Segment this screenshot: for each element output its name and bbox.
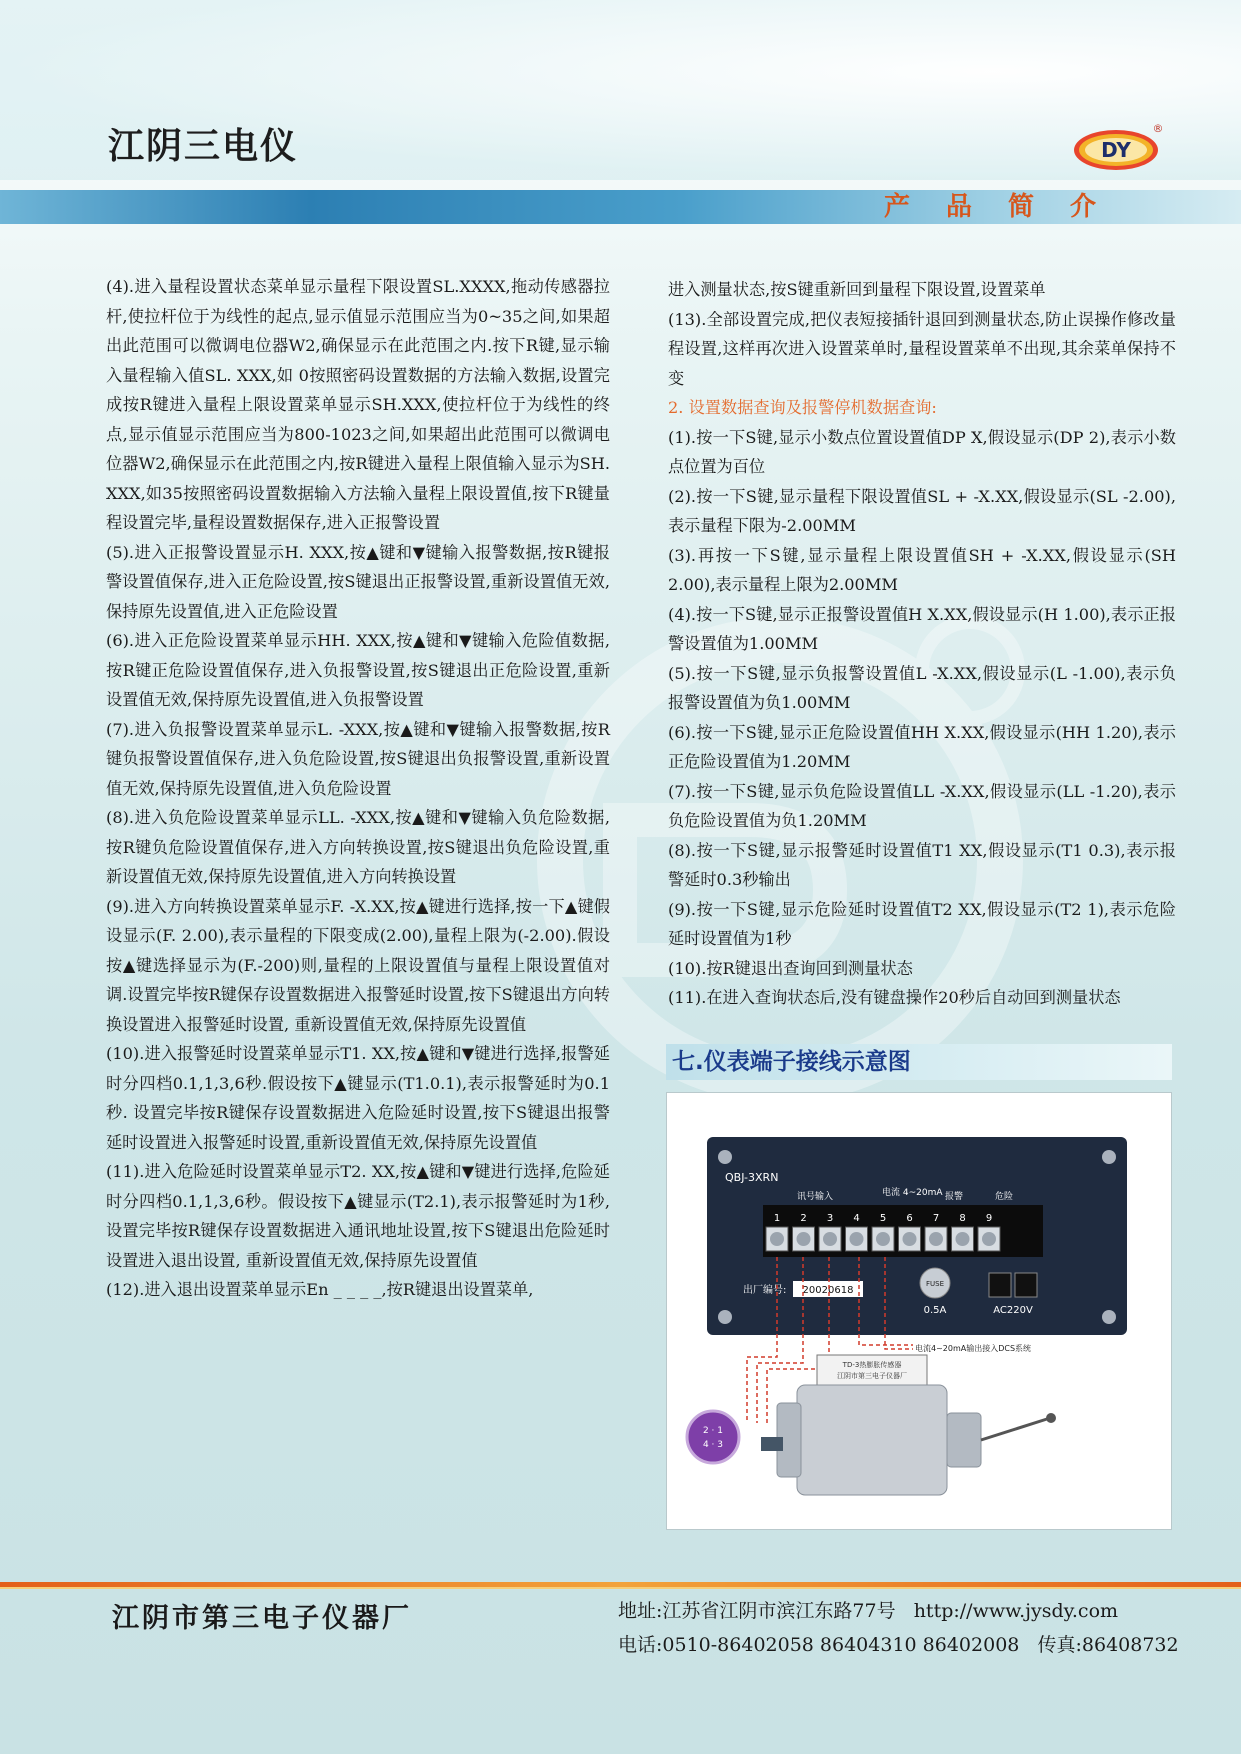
- sensor-end-cap: [947, 1413, 981, 1467]
- dcs-note: 电流4~20mA输出接入DCS系统: [915, 1344, 1032, 1353]
- logo-text: DY: [1101, 138, 1131, 162]
- paragraph: (9).进入方向转换设置菜单显示F. -X.XX,按▲键进行选择,按一下▲键假设显示(F. 2.00),表示量程的下限变成(2.00),量程上限为(-2.00).假设按▲键选择显示为(F.-200)则,量程的上限设置值与量程上限设置值对调.设置完毕按R键保存设置数据进入报警延时设置,按下S键退出方向转换设置进入报警延时设置, 重新设置值无效,保持原先设置值: [106, 896, 610, 1034]
- footer-address: 地址:江苏省江阴市滨江东路77号 http://www.jysdy.com: [618, 1600, 1119, 1622]
- terminal-number: 7: [932, 1213, 940, 1224]
- terminal-number: 3: [826, 1213, 834, 1224]
- paragraph: (12).进入退出设置菜单显示En _ _ _ _,按R键退出设置菜单,: [106, 1280, 534, 1299]
- sensor-rod-tip: [1046, 1413, 1056, 1423]
- wiring-diagram-svg: [667, 1093, 1171, 1529]
- paragraph: (5).进入正报警设置显示H. XXX,按▲键和▼键输入报警数据,按R键报警设置值保存,进入正危险设置,按S键退出正报警设置,重新设置值无效,保持原先设置值,进入正危险设置: [106, 542, 610, 621]
- paragraph: (11).进入危险延时设置菜单显示T2. XX,按▲键和▼键进行选择,危险延时分四档0.1,1,3,6秒。假设按下▲键显示(T2.1),表示报警延时为1秒,设置完毕按R键保存设置数据进入通讯地址设置,按下S键退出危险延时设置进入退出设置, 重新设置值无效,保持原先设置值: [106, 1162, 610, 1270]
- sensor-plate-line: 江阴市第三电子仪器厂: [837, 1372, 907, 1380]
- screw-icon: [1102, 1310, 1116, 1324]
- brand-title: 江阴三电仪: [108, 126, 299, 167]
- sensor-body: [797, 1385, 947, 1495]
- subheading: 2. 设置数据查询及报警停机数据查询:: [668, 398, 937, 417]
- screw-head-icon: [850, 1232, 864, 1246]
- group-label: 讯号输入: [797, 1192, 834, 1202]
- serial-value: 20020618: [802, 1285, 854, 1296]
- paragraph: (8).按一下S键,显示报警延时设置值T1 XX,假设显示(T1 0.3),表示报警延时0.3秒输出: [668, 840, 1176, 889]
- group-label: 危险: [995, 1192, 1014, 1202]
- screw-head-icon: [929, 1232, 943, 1246]
- paragraph: (13).全部设置完成,把仪表短接插针退回到测量状态,防止误操作修改量程设置,这样再次进入设置菜单时,量程设置菜单不出现,其余菜单保持不变: [668, 309, 1176, 388]
- group-label: 电流 4~20mA: [882, 1188, 943, 1198]
- paragraph: (8).进入负危险设置菜单显示LL. -XXX,按▲键和▼键输入负危险数据,按R键负危险设置值保存,进入方向转换设置,按S键退出负危险设置,重新设置值无效,保持原先设置值,进入方向转换设置: [106, 808, 610, 886]
- serial-label: 出厂编号:: [743, 1285, 787, 1296]
- paragraph: (10).按R键退出查询回到测量状态: [668, 958, 913, 978]
- paragraph: (4).按一下S键,显示正报警设置值H X.XX,假设显示(H 1.00),表示正报警设置值为1.00MM: [668, 604, 1176, 653]
- screw-icon: [718, 1150, 732, 1164]
- band-title: 产品简介: [884, 192, 1133, 222]
- paragraph: (6).按一下S键,显示正危险设置值HH X.XX,假设显示(HH 1.20),表示正危险设置值为1.20MM: [668, 722, 1176, 771]
- paragraph: (10).进入报警延时设置菜单显示T1. XX,按▲键和▼键进行选择,报警延时分四档0.1,1,3,6秒.假设按下▲键显示(T1.0.1),表示报警延时为0.1秒. 设置完毕按R键保存设置数据进入危险延时设置,按下S键退出报警延时设置进入报警延时设置,重新设置值无效,保持原先设置值: [106, 1044, 610, 1152]
- terminal-number: 1: [773, 1213, 781, 1224]
- model-label: QBJ-3XRN: [725, 1171, 779, 1184]
- paragraph: (5).按一下S键,显示负报警设置值L -X.XX,假设显示(L -1.00),表示负报警设置值为负1.00MM: [668, 663, 1176, 712]
- power-label: AC220V: [993, 1305, 1033, 1316]
- paragraph: (1).按一下S键,显示小数点位置设置值DP X,假设显示(DP 2),表示小数点位置为百位: [668, 427, 1176, 476]
- paragraph: (4).进入量程设置状态菜单显示量程下限设置SL.XXXX,拖动传感器拉杆,使拉杆位于为线性的起点,显示值显示范围应当为0~35之间,如果超出此范围可以微调电位器W2,确保显示在此范围之内.按下R键,显示输入量程输入值SL. XXX,如 0按照密码设置数据的方法输入数据,设置完成按R键进入量程上限设置菜单显示SH.XXX,使拉杆位于为线性的终点,显示值显示范围应当为800-1023之间,如果超出此范围可以微调电位器W2,确保显示在此范围之内,按R键进入量程上限值输入显示为SH. XXX,如35按照密码设置数据输入方法输入量程上限设置值,按下R键量程设置完毕,量程设置数据保存,进入正报警设置: [106, 277, 610, 532]
- company-logo: [1070, 118, 1170, 176]
- terminal-number: 4: [853, 1213, 860, 1224]
- screw-head-icon: [903, 1232, 917, 1246]
- screw-head-icon: [770, 1232, 784, 1246]
- paragraph: (6).进入正危险设置菜单显示HH. XXX,按▲键和▼键输入危险值数据,按R键正危险设置值保存,进入负报警设置,按S键退出正危险设置,重新设置值无效,保持原先设置值,进入负报警设置: [106, 631, 610, 709]
- paragraph: (11).在进入查询状态后,没有键盘操作20秒后自动回到测量状态: [668, 988, 1121, 1007]
- terminal-number: 2: [800, 1213, 807, 1224]
- wiring-diagram: [666, 1092, 1172, 1530]
- fuse-label: FUSE: [925, 1280, 945, 1288]
- terminal-row: [766, 1213, 1000, 1251]
- terminal-number: 6: [906, 1213, 913, 1224]
- cable-connector: [761, 1437, 783, 1451]
- screw-head-icon: [797, 1232, 811, 1246]
- screw-head-icon: [823, 1232, 837, 1246]
- screw-head-icon: [956, 1232, 970, 1246]
- connector-callout: [687, 1411, 739, 1463]
- paragraph: (2).按一下S键,显示量程下限设置值SL + -X.XX,假设显示(SL -2.00),表示量程下限为-2.00MM: [668, 486, 1176, 535]
- footer-phone: 电话:0510-86402058 86404310 86402008 传真:86408732: [618, 1634, 1179, 1656]
- terminal-number: 8: [959, 1213, 966, 1224]
- right-text-column: [668, 275, 1176, 1013]
- connector-pins: 2 · 1: [702, 1426, 724, 1436]
- power-terminal: [1015, 1273, 1037, 1297]
- connector-pins: 4 · 3: [702, 1440, 724, 1450]
- screw-head-icon: [982, 1232, 996, 1246]
- terminal-number: 5: [879, 1213, 887, 1224]
- paragraph: (7).按一下S键,显示负危险设置值LL -X.XX,假设显示(LL -1.20),表示负危险设置值为负1.20MM: [668, 781, 1176, 830]
- screw-head-icon: [876, 1232, 890, 1246]
- registered-mark: ®: [1152, 122, 1164, 135]
- section-title: 七.仪表端子接线示意图: [672, 1049, 911, 1075]
- footer-company: 江阴市第三电子仪器厂: [112, 1603, 412, 1634]
- paragraph: (9).按一下S键,显示危险延时设置值T2 XX,假设显示(T2 1),表示危险延时设置值为1秒: [668, 899, 1176, 948]
- paragraph: 进入测量状态,按S键重新回到量程下限设置,设置菜单: [668, 280, 1046, 299]
- group-label: 报警: [945, 1192, 964, 1202]
- screw-icon: [1102, 1150, 1116, 1164]
- left-text-column: [106, 272, 610, 1305]
- sensor-plate: [817, 1355, 927, 1385]
- footer-rule-accent: [0, 1587, 1241, 1589]
- fuse-rating: 0.5A: [923, 1305, 947, 1316]
- power-terminal: [989, 1273, 1011, 1297]
- terminal-number: 9: [985, 1213, 993, 1224]
- screw-icon: [718, 1310, 732, 1324]
- paragraph: (7).进入负报警设置菜单显示L. -XXX,按▲键和▼键输入报警数据,按R键负报警设置值保存,进入负危险设置,按S键退出负报警设置,重新设置值无效,保持原先设置值,进入负危险设置: [106, 719, 610, 798]
- sensor-plate-line: TD-3热膨胀传感器: [842, 1361, 902, 1369]
- paragraph: (3).再按一下S键,显示量程上限设置值SH + -X.XX,假设显示(SH 2.00),表示量程上限为2.00MM: [668, 545, 1176, 594]
- sensor-rod: [981, 1419, 1047, 1440]
